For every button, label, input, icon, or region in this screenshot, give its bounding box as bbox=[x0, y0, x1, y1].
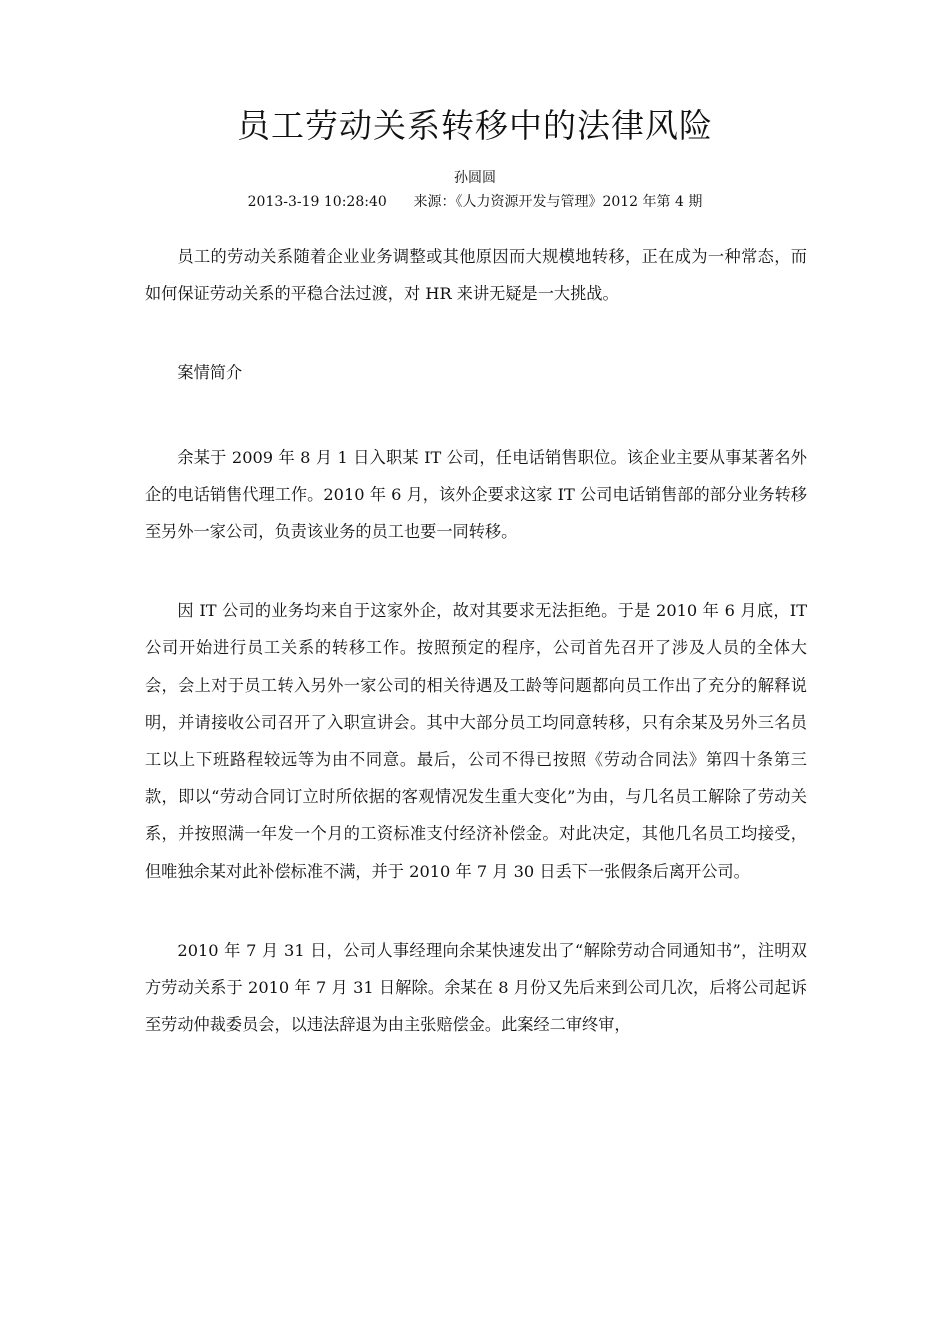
document-meta: 2013-3-19 10:28:40 来源：《人力资源开发与管理》2012 年第 4 期 bbox=[247, 194, 703, 210]
document-author: 孙圆圆 bbox=[454, 170, 496, 186]
document-body bbox=[145, 238, 807, 1085]
case-paragraph-1: 余某于 2009 年 8 月 1 日入职某 IT 公司，任电话销售职位。该企业主要从事某著名外企的电话销售代理工作。2010 年 6 月，该外企要求这家 IT 公司电话销售部的部分业务转移至另外一家公司，负责该业务的员工也要一同转移。 bbox=[145, 447, 807, 542]
intro-paragraph: 员工的劳动关系随着企业业务调整或其他原因而大规模地转移，正在成为一种常态，而如何保证劳动关系的平稳合法过渡，对 HR 来讲无疑是一大挑战。 bbox=[145, 247, 807, 304]
case-paragraph-2: 因 IT 公司的业务均来自于这家外企，故对其要求无法拒绝。于是 2010 年 6 月底，IT 公司开始进行员工关系的转移工作。按照预定的程序，公司首先召开了涉及人员的全体大会，会上对于员工转入另外一家公司的相关待遇及工龄等问题都向员工作出了充分的解释说明，并请接收公司召开了入职宣讲会。其中大部分员工均同意转移，只有余某及另外三名员工以上下班路程较远等为由不同意。最后，公司不得已按照《劳动合同法》第四十条第三款，即以“劳动合同订立时所依据的客观情况发生重大变化”为由，与几名员工解除了劳动关系，并按照满一年发一个月的工资标准支付经济补偿金。对此决定，其他几名员工均接受，但唯独余某对此补偿标准不满，并于 2010 年 7 月 30 日丢下一张假条后离开公司。 bbox=[145, 601, 807, 881]
case-paragraph-3: 2010 年 7 月 31 日，公司人事经理向余某快速发出了“解除劳动合同通知书”，注明双方劳动关系于 2010 年 7 月 31 日解除。余某在 8 月份又先后来到公司几次，后将公司起诉至劳动仲裁委员会，以违法辞退为由主张赔偿金。此案经二审终审， bbox=[145, 940, 807, 1035]
section-heading: 案情简介 bbox=[177, 363, 243, 383]
document-title: 员工劳动关系转移中的法律风险 bbox=[237, 106, 713, 145]
